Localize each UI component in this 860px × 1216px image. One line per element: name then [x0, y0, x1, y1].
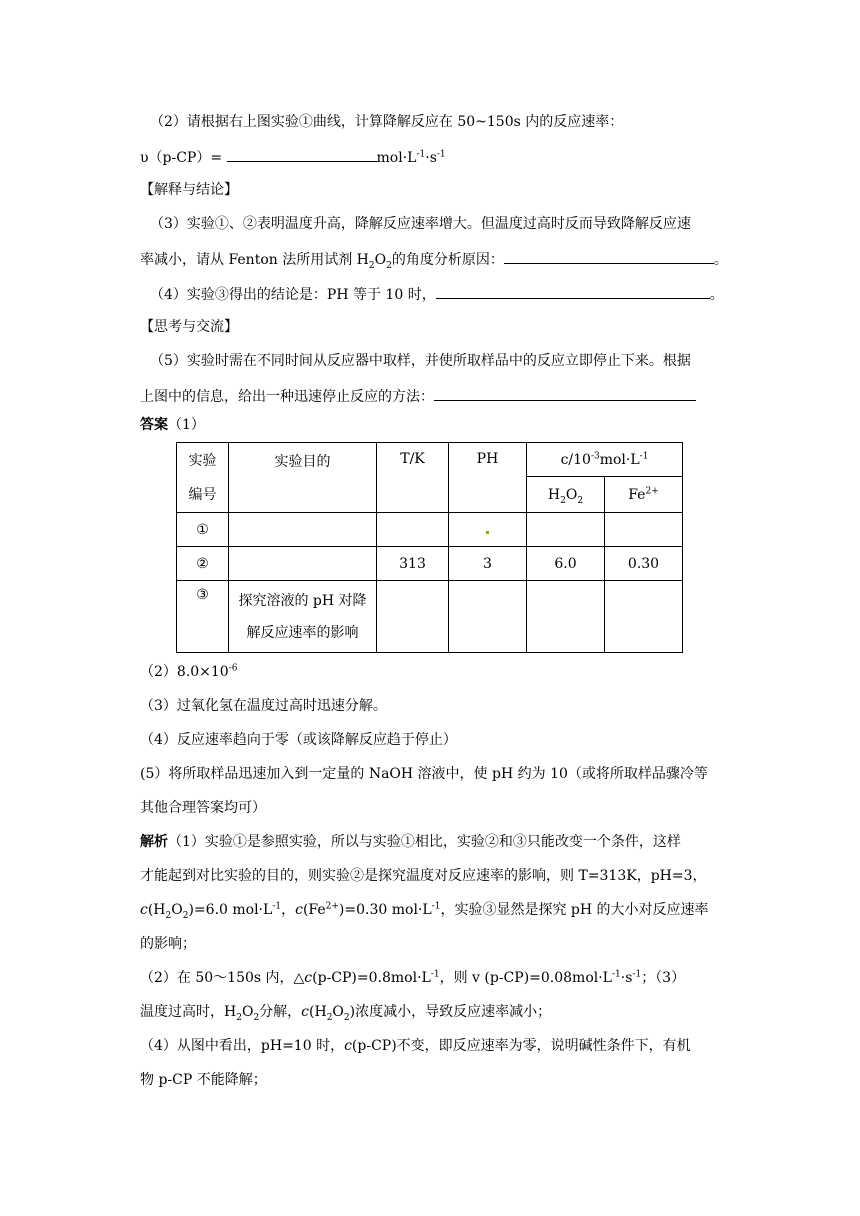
cell-purpose [229, 513, 377, 547]
header-fe: $Fe^{2+}$ [605, 477, 683, 513]
section-heading-discussion: 【思考与交流】 [140, 319, 238, 335]
cell-temperature: 313 [377, 547, 449, 581]
answer-5-line2: 其他合理答案均可） [140, 800, 266, 816]
cell-no: ③ [177, 581, 229, 653]
answer-table [176, 442, 683, 653]
analysis-line1: 解析（1）实验①是参照实验，所以与实验①相比，实验②和③只能改变一个条件，这样 [140, 834, 681, 850]
header-concentration: $c/10^{-3}mol\cdot L^{-1}$ [527, 443, 683, 477]
cell-temperature [377, 581, 449, 653]
cell-ph [449, 581, 527, 653]
q5-line1: （5）实验时需在不同时间从反应器中取样，并使所取样品中的反应立即停止下来。根据 [150, 353, 691, 369]
q2-line: （2）请根据右上图实验①曲线，计算降解反应在 50~150s 内的反应速率： [150, 114, 624, 130]
cell-h2o2 [527, 581, 605, 653]
cell-fe: 0.30 [605, 547, 683, 581]
q5-blank [434, 385, 696, 401]
section-heading-explanation: 【解释与结论】 [140, 182, 238, 198]
table-row [177, 513, 683, 547]
answer-4: （4）反应速率趋向于零（或该降解反应趋于停止） [140, 732, 457, 748]
q4-blank [436, 283, 710, 299]
cell-ph [449, 513, 527, 547]
cell-purpose: 探究溶液的 pH 对降 解反应速率的影响 [229, 581, 377, 653]
answer-2: $(2)8.0\times 10^{-6}$ [140, 663, 238, 680]
cell-no: ② [177, 547, 229, 581]
analysis-line4: 的影响； [140, 936, 196, 952]
q5-line2: 上图中的信息，给出一种迅速停止反应的方法： [140, 385, 696, 407]
q2-blank [227, 146, 377, 162]
analysis-line7: （4）从图中看出，pH=10 时，c(p-CP)不变，即反应速率为零，说明碱性条件下，有机 [140, 1038, 691, 1054]
cell-no: ① [177, 513, 229, 547]
analysis-line5: （2）在 50～150s 内，$\triangle c(p-CP)=0.8mol\cdot L^{-1}$，则 v $(p-CP)=0.08mol\cdot L^{-1}\cdot s^{-1}$；（3） [140, 969, 686, 986]
cell-temperature [377, 513, 449, 547]
cell-h2o2 [527, 513, 605, 547]
header-exp-no: 实验 编号 [177, 443, 229, 513]
cell-fe [605, 513, 683, 547]
q2-answer-line: $\upsilon(p-CP)= mol\cdot L^{-1}\cdot s^{-1}$ [140, 146, 446, 168]
answer-5-line1: (5）将所取样品迅速加入到一定量的 NaOH 溶液中，使 pH 约为 10（或将所取样品骤冷等 [140, 766, 708, 782]
speck-mark [486, 531, 489, 534]
table-row [177, 547, 683, 581]
q3-blank [504, 248, 714, 264]
cell-fe [605, 581, 683, 653]
q4-line: （4）实验③得出的结论是：PH 等于 10 时， 。 [150, 283, 724, 305]
answer-heading: 答案（1） [140, 417, 205, 433]
analysis-line6: 温度过高时，$H_2O_2$分解，$c(H_2O_2)$浓度减小，导致反应速率减小； [140, 1004, 552, 1023]
cell-h2o2: 6.0 [527, 547, 605, 581]
cell-ph: 3 [449, 547, 527, 581]
header-temperature: T/K [377, 443, 449, 513]
analysis-line3: $c(H_2O_2)=6.0$ $mol\cdot L^{-1}$，$c(Fe^{2+})=0.30$ $mol\cdot L^{-1}$，实验③显然是探究 pH 的大小对反应速率 [140, 901, 709, 921]
header-h2o2: $H_2O_2$ [527, 477, 605, 513]
q3-line1: （3）实验①、②表明温度升高，降解反应速率增大。但温度过高时反而导致降解反应速 [150, 216, 691, 232]
cell-purpose [229, 547, 377, 581]
header-ph: PH [449, 443, 527, 513]
q3-line2: 率减小，请从 Fenton 法所用试剂 $H_2O_2$的角度分析原因： 。 [140, 248, 728, 270]
header-purpose: 实验目的 [229, 443, 377, 513]
analysis-line8: 物 p-CP 不能降解； [140, 1072, 267, 1088]
answer-3: （3）过氧化氢在温度过高时迅速分解。 [140, 698, 387, 714]
table-row [177, 581, 683, 653]
analysis-line2: 才能起到对比实验的目的，则实验②是探究温度对反应速率的影响，则 T=313K，pH=3， [140, 868, 707, 884]
